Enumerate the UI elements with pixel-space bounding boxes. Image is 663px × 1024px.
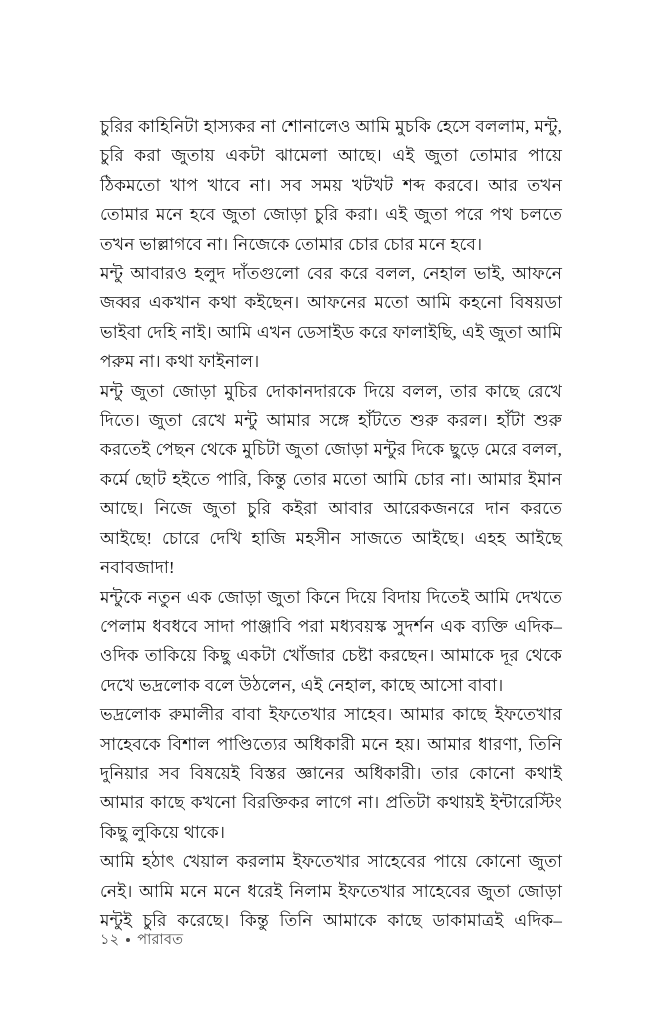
- paragraph-5: ভদ্রলোক রুমালীর বাবা ইফতেখার সাহেব। আমার কাছে ইফতেখার সাহেবকে বিশাল পাণ্ডিত্যের অধিকারী মনে হয়। আমার ধারণা, তিনি দুনিয়ার সব বিষয়েই বিস্তর জ্ঞানের অধিকারী। তার কোনো কথাই আমার কাছে কখনো বিরক্তিকর লাগে না। প্রতিটা কথায়ই ইন্টারেস্টিং কিছু লুকিয়ে থাকে।: [100, 705, 562, 842]
- page-text-body: [100, 112, 562, 965]
- bullet-separator-icon: [126, 938, 130, 942]
- paragraph-1: চুরির কাহিনিটা হাস্যকর না শোনালেও আমি মুচকি হেসে বললাম, মন্টু, চুরি করা জুতায় একটা ঝামেলা আছে। এই জুতা তোমার পায়ে ঠিকমতো খাপ খাবে না। সব সময় খটখট শব্দ করবে। আর তখন তোমার মনে হবে জুতা জোড়া চুরি করা। এই জুতা পরে পথ চলতে তখন ভাল্লাগবে না। নিজেকে তোমার চোর চোর মনে হবে।: [100, 117, 562, 254]
- book-title: পারাবত: [137, 932, 184, 948]
- page-number: ১২: [100, 932, 120, 948]
- paragraph-4: মন্টুকে নতুন এক জোড়া জুতা কিনে দিয়ে বিদায় দিতেই আমি দেখতে পেলাম ধবধবে সাদা পাঞ্জাবি পরা মধ্যবয়স্ক সুদর্শন এক ব্যক্তি এদিক–ওদিক তাকিয়ে কিছু একটা খোঁজার চেষ্টা করছেন। আমাকে দূর থেকে দেখে ভদ্রলোক বলে উঠলেন, এই নেহাল, কাছে আসো বাবা।: [100, 587, 562, 695]
- page-footer: [100, 930, 562, 950]
- paragraph-6: আমি হঠাৎ খেয়াল করলাম ইফতেখার সাহেবের পায়ে কোনো জুতা নেই। আমি মনে মনে ধরেই নিলাম ইফতেখার সাহেবের জুতা জোড়া মন্টুই চুরি করেছে। কিন্তু তিনি আমাকে কাছে ডাকামাত্রই এদিক–: [100, 852, 562, 930]
- paragraph-2: মন্টু আবারও হলুদ দাঁতগুলো বের করে বলল, নেহাল ভাই, আফনে জব্বর একখান কথা কইছেন। আফনের মতো আমি কহনো বিষয়ডা ভাইবা দেহি নাই। আমি এখন ডেসাইড করে ফালাইছি, এই জুতা আমি পরুম না। কথা ফাইনাল।: [100, 264, 562, 372]
- paragraph-3: মন্টু জুতা জোড়া মুচির দোকানদারকে দিয়ে বলল, তার কাছে রেখে দিতে। জুতা রেখে মন্টু আমার সঙ্গে হাঁটতে শুরু করল। হাঁটা শুরু করতেই পেছন থেকে মুচিটা জুতা জোড়া মন্টুর দিকে ছুড়ে মেরে বলল, কর্মে ছোট হইতে পারি, কিন্তু তোর মতো আমি চোর না। আমার ইমান আছে। নিজে জুতা চুরি কইরা আবার আরেকজনরে দান করতে আইছে! চোরে দেখি হাজি মহসীন সাজতে আইছে। এহহ আইছে নবাবজাদা!: [100, 381, 562, 578]
